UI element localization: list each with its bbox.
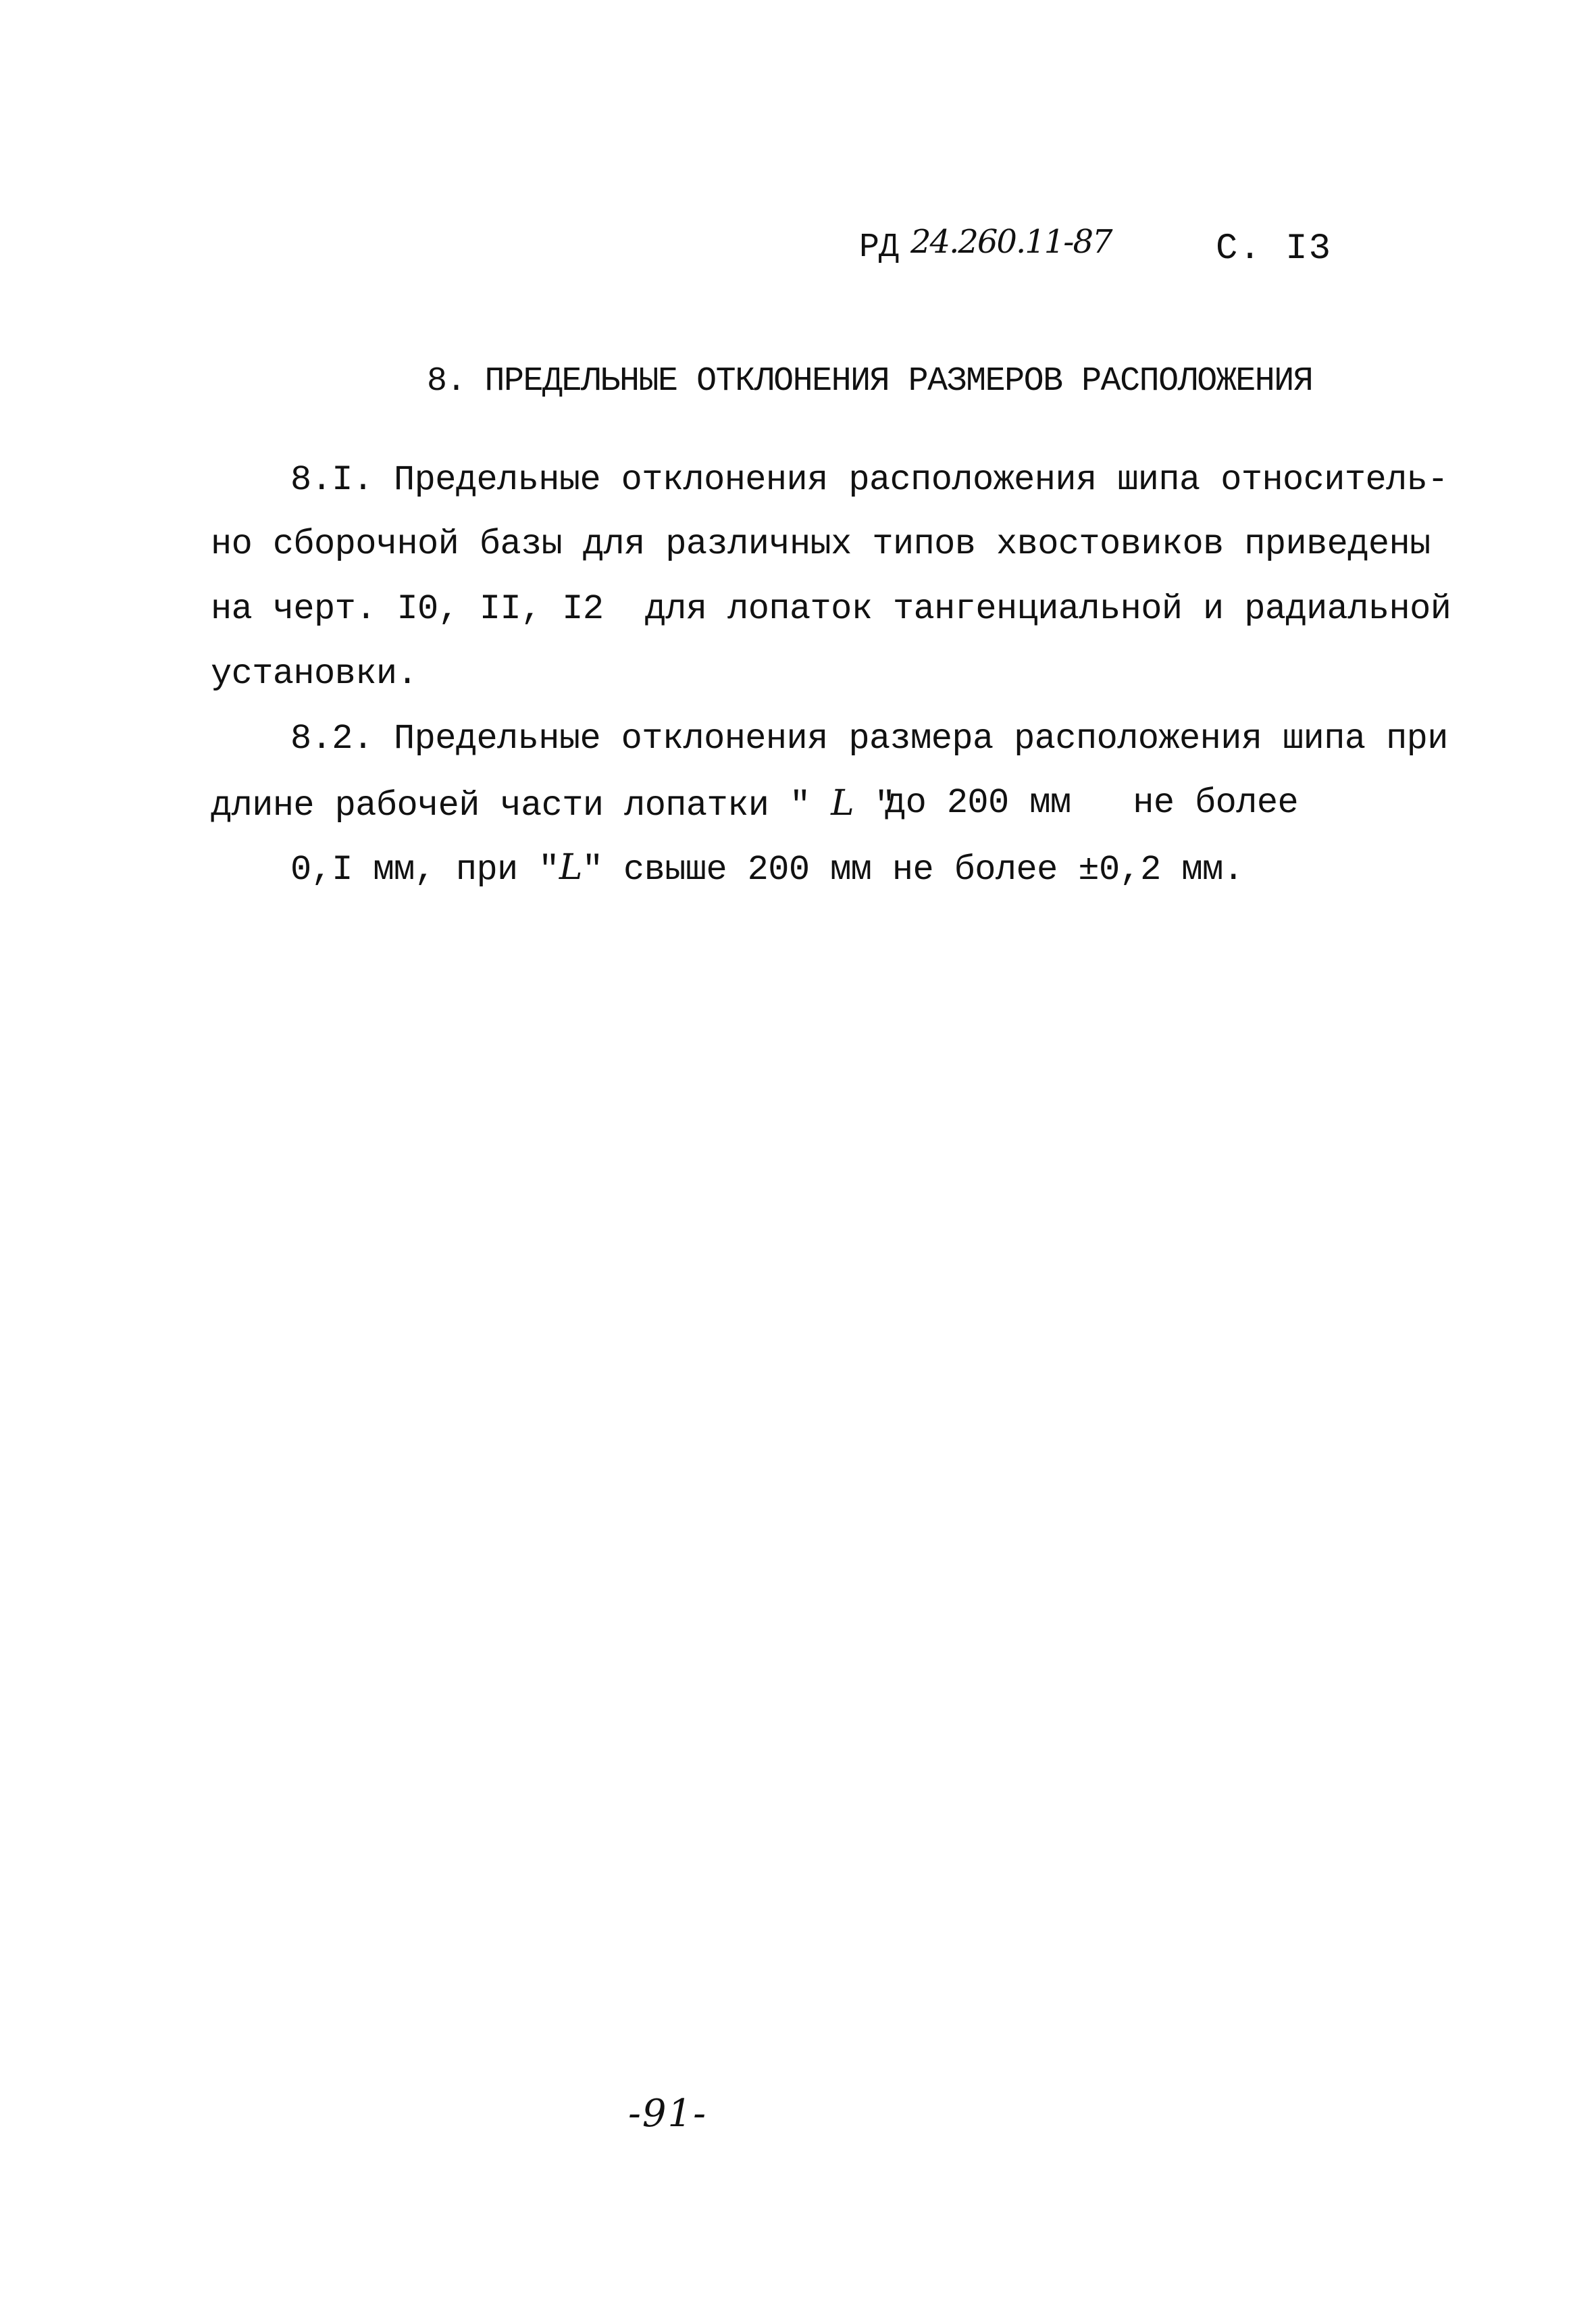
paragraph-8-2-line-2	[211, 783, 896, 826]
paragraph-8-1-line-1: 8.I. Предельные отклонения расположения шипа относитель-	[290, 460, 1448, 500]
paragraph-8-1-line-2: но сборочной базы для различных типов хвостовиков приведены	[211, 524, 1431, 564]
document-code-prefix: РД	[859, 228, 899, 267]
paragraph-8-2-line-1: 8.2. Предельные отклонения размера расположения шипа при	[290, 719, 1448, 759]
paragraph-8-1-line-3: на черт. I0, II, I2 для лопаток тангенциальной и радиальной	[211, 589, 1451, 629]
paragraph-8-2-line-2-quote: "	[854, 786, 896, 826]
page-number-label: С. I3	[1216, 228, 1333, 270]
paragraph-8-2-line-3-text: 0,I мм, при "	[290, 850, 559, 890]
paragraph-8-2-line-2-text: длине рабочей части лопатки "	[211, 786, 831, 826]
paragraph-8-2-line-3-rest: " свыше 200 мм не более ±0,2 мм.	[582, 850, 1244, 890]
paragraph-8-2-line-2-right: до 200 мм не более	[885, 783, 1299, 823]
paragraph-8-2-line-3	[290, 847, 1244, 890]
handwritten-length-symbol-2: L	[559, 847, 582, 888]
paragraph-8-1-line-4: установки.	[211, 654, 418, 694]
handwritten-length-symbol: L	[831, 783, 854, 824]
document-code-handwritten: 24.260.11-87	[910, 223, 1112, 261]
footer-page-number: -91-	[628, 2092, 708, 2136]
section-heading: 8. ПРЕДЕЛЬНЫЕ ОТКЛОНЕНИЯ РАЗМЕРОВ РАСПОЛОЖЕНИЯ	[427, 362, 1313, 401]
